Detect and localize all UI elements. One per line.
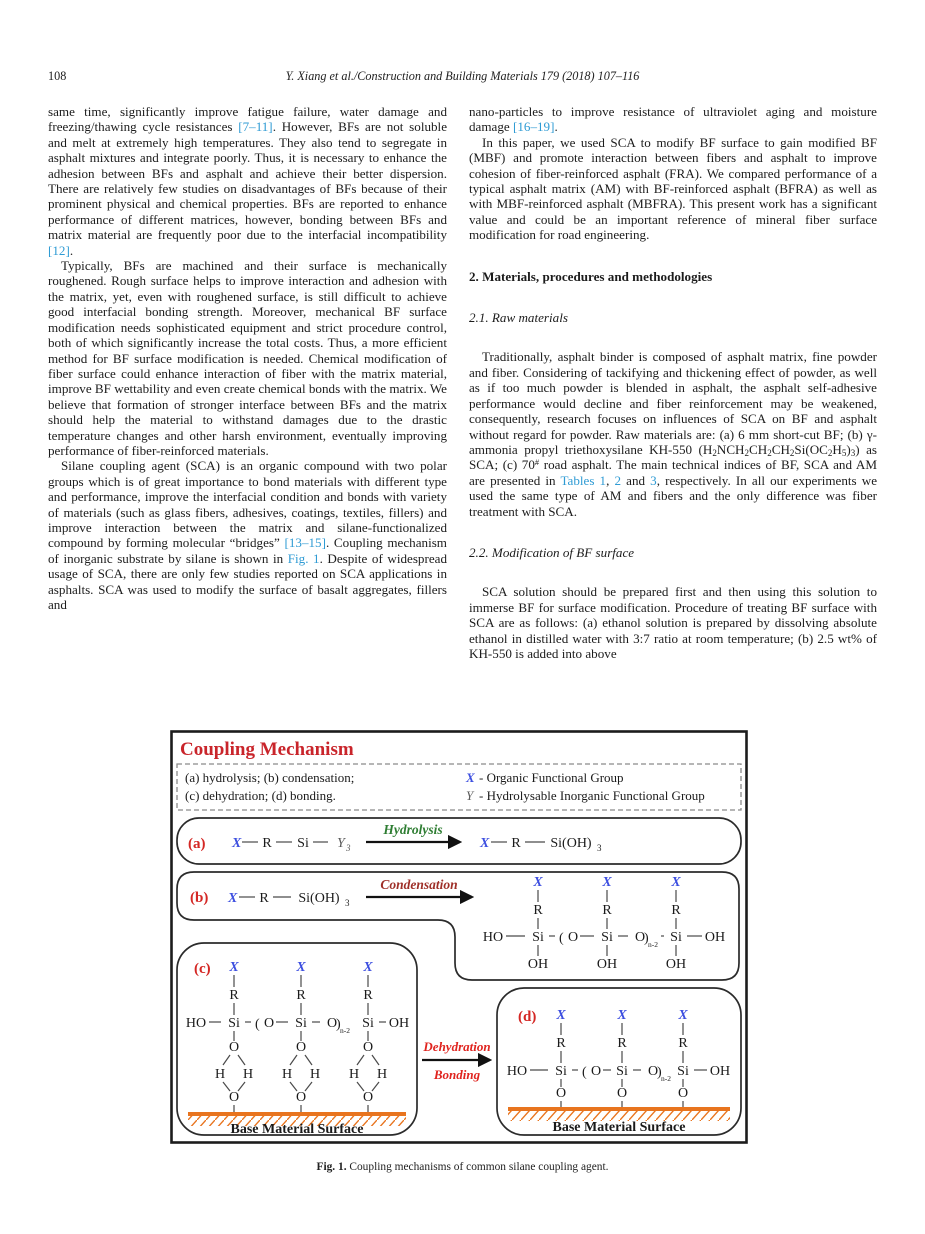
atom-label: R xyxy=(363,988,373,1003)
atom-label: R xyxy=(602,903,612,918)
atom-label: R xyxy=(262,836,272,851)
atom-label: R xyxy=(229,988,239,1003)
figure-caption-text: Coupling mechanisms of common silane coupling agent. xyxy=(346,1161,609,1173)
figure-caption-number: Fig. 1. xyxy=(316,1161,347,1173)
atom-label: X xyxy=(232,836,242,851)
atom-label: Si(OH) xyxy=(550,836,592,851)
paragraph xyxy=(469,135,877,243)
subscript: n-2 xyxy=(661,1074,671,1083)
text-segment: . xyxy=(69,242,74,258)
atom-label: X xyxy=(533,875,543,890)
atom-label: Si xyxy=(616,1064,628,1079)
subscript: 3 xyxy=(597,843,602,853)
atom-label: X xyxy=(678,1008,688,1023)
paragraph xyxy=(48,104,447,258)
atom-label: OH xyxy=(527,957,549,972)
atom-label: X xyxy=(617,1008,627,1023)
atom-label: X xyxy=(363,960,373,975)
atom-label: Si xyxy=(555,1064,567,1079)
atom-label: O xyxy=(591,1064,602,1079)
text-segment: nano-particles to improve resistance of ultraviolet aging and moisture damage xyxy=(469,104,877,135)
surface-label: Base Material Surface xyxy=(552,1120,686,1135)
atom-label: Si(OH) xyxy=(298,891,340,906)
atom-label: O xyxy=(295,1090,307,1105)
reference-link[interactable]: [12] xyxy=(48,242,70,258)
atom-label: O xyxy=(568,930,579,945)
panel-c-label: (c) xyxy=(194,961,211,977)
paren: ) xyxy=(657,1065,662,1080)
legend-steps-1: (a) hydrolysis; (b) condensation; xyxy=(185,770,355,785)
text-segment: SCA solution should be prepared first and then using this solution to immerse BF for surface modification. Procedure of treating BF surface with SCA are as follows: (a) ethanol solution is prepared by dissolving absolute ethanol in distilled water with 3:7 ratio at room temperature; (b) 2.5 wt% of KH-550 is added into above xyxy=(469,584,877,661)
reference-link[interactable]: [7–11] xyxy=(238,119,273,135)
paragraph xyxy=(469,104,877,135)
section-heading: 2. Materials, procedures and methodologies xyxy=(469,268,713,284)
atom-label: H xyxy=(309,1067,321,1082)
reference-link[interactable]: Tables 1 xyxy=(560,472,607,488)
atom-label: Si xyxy=(532,930,544,945)
x-symbol: X xyxy=(466,770,475,785)
text-segment: 5 xyxy=(841,447,847,458)
atom-label: H xyxy=(242,1067,254,1082)
atom-label: H xyxy=(348,1067,360,1082)
two-column-body xyxy=(48,104,877,716)
atom-label: R xyxy=(556,1036,566,1051)
subsection-heading: 2.1. Raw materials xyxy=(469,310,568,326)
atom-label: Y xyxy=(337,836,345,851)
y-symbol: Y xyxy=(466,788,474,803)
reference-link[interactable]: [16–19] xyxy=(513,119,555,135)
text-segment: . xyxy=(554,119,558,135)
y-definition: - Hydrolysable Inorganic Functional Group xyxy=(479,788,705,803)
atom-label: HO xyxy=(482,930,504,945)
text-segment: . Coupling mechanism of inorganic substrate by silane is shown in xyxy=(48,535,447,566)
atom-label: X xyxy=(228,891,238,906)
atom-label: Si xyxy=(362,1016,374,1031)
reference-link[interactable]: [13–15] xyxy=(284,535,326,551)
atom-label: R xyxy=(511,836,521,851)
atom-label: X xyxy=(480,836,490,851)
atom-label: OH xyxy=(596,957,618,972)
paragraph xyxy=(469,349,877,518)
surface-label: Base Material Surface xyxy=(230,1122,364,1137)
arrow-label-dehydration: Dehydration xyxy=(423,1039,491,1054)
paren: ( xyxy=(582,1065,587,1080)
paren: ) xyxy=(336,1017,341,1032)
panel-d-label: (d) xyxy=(518,1009,537,1025)
x-definition: - Organic Functional Group xyxy=(479,770,624,785)
column-left xyxy=(48,104,447,716)
atom-label: OH xyxy=(704,930,726,945)
atom-label: H xyxy=(376,1067,388,1082)
atom-label: R xyxy=(296,988,306,1003)
subscript: n-2 xyxy=(648,940,658,949)
text-segment: 2 xyxy=(827,447,833,458)
reference-link[interactable]: 3 xyxy=(650,472,657,488)
figure-title: Coupling Mechanism xyxy=(180,739,354,760)
text-segment: Si(OC xyxy=(794,441,828,457)
text-segment: In this paper, we used SCA to modify BF surface to gain modified BF (MBF) and promote interaction between fibers and asphalt to improve cohesion of fiber-reinforced asphalt (FRA). We compared performance of a typical asphalt matrix (AM) with BF-reinforced asphalt (BFRA) as well as with MBF-reinforced asphalt (MBFRA). This present work has a significant value and could be an important reference of mineral fiber surface modification for road engineering. xyxy=(469,134,877,243)
text-segment: 2 xyxy=(712,447,717,458)
atom-label: O xyxy=(228,1040,240,1055)
text-segment: NCH xyxy=(716,441,745,457)
atom-label: O xyxy=(555,1086,567,1101)
paren: ( xyxy=(255,1017,260,1032)
atom-label: O xyxy=(616,1086,628,1101)
atom-label: O xyxy=(295,1040,307,1055)
text-segment: CH xyxy=(749,441,768,457)
paragraph xyxy=(48,258,447,458)
atom-label: O xyxy=(362,1040,374,1055)
paren: ) xyxy=(644,931,649,946)
text-segment: , respectively. In all our experiments we used the same type of AM and fibers and the only difference was fiber treatment with SCA. xyxy=(469,472,877,519)
text-segment: , xyxy=(606,472,615,488)
atom-label: H xyxy=(214,1067,226,1082)
atom-label: X xyxy=(556,1008,566,1023)
arrow-label-bonding: Bonding xyxy=(433,1067,481,1082)
atom-label: Si xyxy=(670,930,682,945)
atom-label: Si xyxy=(228,1016,240,1031)
figure-caption xyxy=(48,1161,877,1173)
atom-label: OH xyxy=(709,1064,731,1079)
subscript: n-2 xyxy=(340,1026,350,1035)
atom-label: R xyxy=(678,1036,688,1051)
atom-label: OH xyxy=(665,957,687,972)
atom-label: O xyxy=(362,1090,374,1105)
atom-label: Si xyxy=(297,836,309,851)
panel-b-label: (b) xyxy=(190,890,209,906)
atom-label: O xyxy=(327,1016,338,1031)
subscript: 3 xyxy=(345,898,350,908)
text-segment: 2 xyxy=(744,447,750,458)
panel-a-label: (a) xyxy=(188,836,206,852)
atom-label: OH xyxy=(388,1016,410,1031)
page-header xyxy=(48,69,877,84)
text-segment: . Despite of widespread usage of SCA, there are only few studies reported on SCA applications in asphalts. SCA was used to modify the surface of basalt aggregates, fillers and xyxy=(48,550,447,612)
atom-label: Si xyxy=(601,930,613,945)
paragraph xyxy=(48,458,447,612)
atom-label: O xyxy=(648,1064,659,1079)
text-segment: ) as SCA; (c) 70 xyxy=(469,441,877,473)
atom-label: HO xyxy=(185,1016,207,1031)
atom-label: H xyxy=(281,1067,293,1082)
atom-label: X xyxy=(671,875,681,890)
paragraph xyxy=(469,584,877,661)
reference-link[interactable]: 2 xyxy=(614,472,622,488)
text-segment: ) xyxy=(846,441,851,457)
atom-label: O xyxy=(228,1090,240,1105)
text-segment: Traditionally, asphalt binder is composed of asphalt matrix, fine powder and fiber. Considering of tackifying and thickening effect of powder, as well as if too much powder is blended in asphalt, the asphalt self-adhesive performance would decline and fiber reinforcement may be weakened, consequently, research focuses on influences of SCA on BF and asphalt without regard for powder. Raw materials are: (a) 6 mm short-cut BF; (b) γ-ammonia propyl triethoxysilane KH-550 (H xyxy=(469,349,877,457)
atom-label: R xyxy=(533,903,543,918)
text-segment: Silane coupling agent (SCA) is an organic compound with two polar groups which is of great importance to bond materials with different type and performance, improve the interfacial condition and bonds with variety of materials (such as glass fibers, adhesives, coatings, textiles, fillers) and improve interaction between the matrix and silane-functionalized compound by forming molecular “bridges” xyxy=(48,458,447,551)
column-right xyxy=(469,104,877,716)
atom-label: X xyxy=(602,875,612,890)
text-segment: # xyxy=(534,457,540,468)
arrow-label-condensation: Condensation xyxy=(380,877,458,892)
atom-label: O xyxy=(264,1016,275,1031)
legend-steps-2: (c) dehydration; (d) bonding. xyxy=(185,788,336,803)
figure-1 xyxy=(170,730,877,1149)
reference-link[interactable]: Fig. 1 xyxy=(287,550,320,566)
text-segment: H xyxy=(832,441,842,457)
atom-label: R xyxy=(671,903,681,918)
text-segment: 2 xyxy=(789,447,795,458)
atom-label: R xyxy=(617,1036,627,1051)
atom-label: Si xyxy=(677,1064,689,1079)
text-segment: 2 xyxy=(767,447,772,458)
atom-label: HO xyxy=(506,1064,528,1079)
atom-label: X xyxy=(229,960,239,975)
text-segment: . However, BFs are not soluble and melt at extremely high temperatures. They also tend to segregate in asphalt mixtures and integrate poorly. Thus, it is necessary to enhance the adhesion between BFs and asphalt and achieve their better dispersion. There are relatively few studies on disadvantages of BFs because of their prominent physical and chemical properties. BFs are reported to enhance performance of different matrices, however, bonding between BFs and matrix material are frequently poor due to the interfacial incompatibility xyxy=(48,119,448,243)
text-segment: 3 xyxy=(850,447,856,458)
text-segment: same time, significantly improve fatigue failure, water damage and freezing/thawing cycle resistances xyxy=(48,104,447,135)
page-number: 108 xyxy=(48,69,67,83)
atom-label: X xyxy=(296,960,306,975)
subsection-heading: 2.2. Modification of BF surface xyxy=(469,544,635,560)
atom-label: R xyxy=(259,891,269,906)
text-segment: and xyxy=(621,472,651,488)
arrow-label-hydrolysis: Hydrolysis xyxy=(383,822,443,837)
figure-svg xyxy=(170,730,748,1144)
atom-label: O xyxy=(635,930,646,945)
subscript: 3 xyxy=(346,843,351,853)
text-segment: CH xyxy=(771,441,790,457)
text-segment: road asphalt. The main technical indices of BF, SCA and AM are presented in xyxy=(469,457,877,488)
running-head: Y. Xiang et al./Construction and Building Materials 179 (2018) 107–116 xyxy=(285,69,640,83)
atom-label: Si xyxy=(295,1016,307,1031)
text-segment: Typically, BFs are machined and their surface is mechanically roughened. Rough surface helps to improve interaction and adhesion with the matrix, yet, even with roughened surface, is still difficult to achieve good interfacial bonding strength. Moreover, mechanical BF surface modification needs sophisticated equipment and strict procedure control, both of which significantly increase the total costs. Thus, a more efficient method for BF surface modification is needed. Chemical modification of fiber surface could enhance interaction of fiber with the matrix material, improve BF wettability and even create chemical bonds with the matrix. We believe that formation of stronger interface between BFs and the matrix should help the material to withstand damages due to the drastic temperature changes and other harsh environment, eventually improving performance of fiber-reinforced materials. xyxy=(48,258,447,458)
atom-label: O xyxy=(677,1086,689,1101)
paren: ( xyxy=(559,931,564,946)
